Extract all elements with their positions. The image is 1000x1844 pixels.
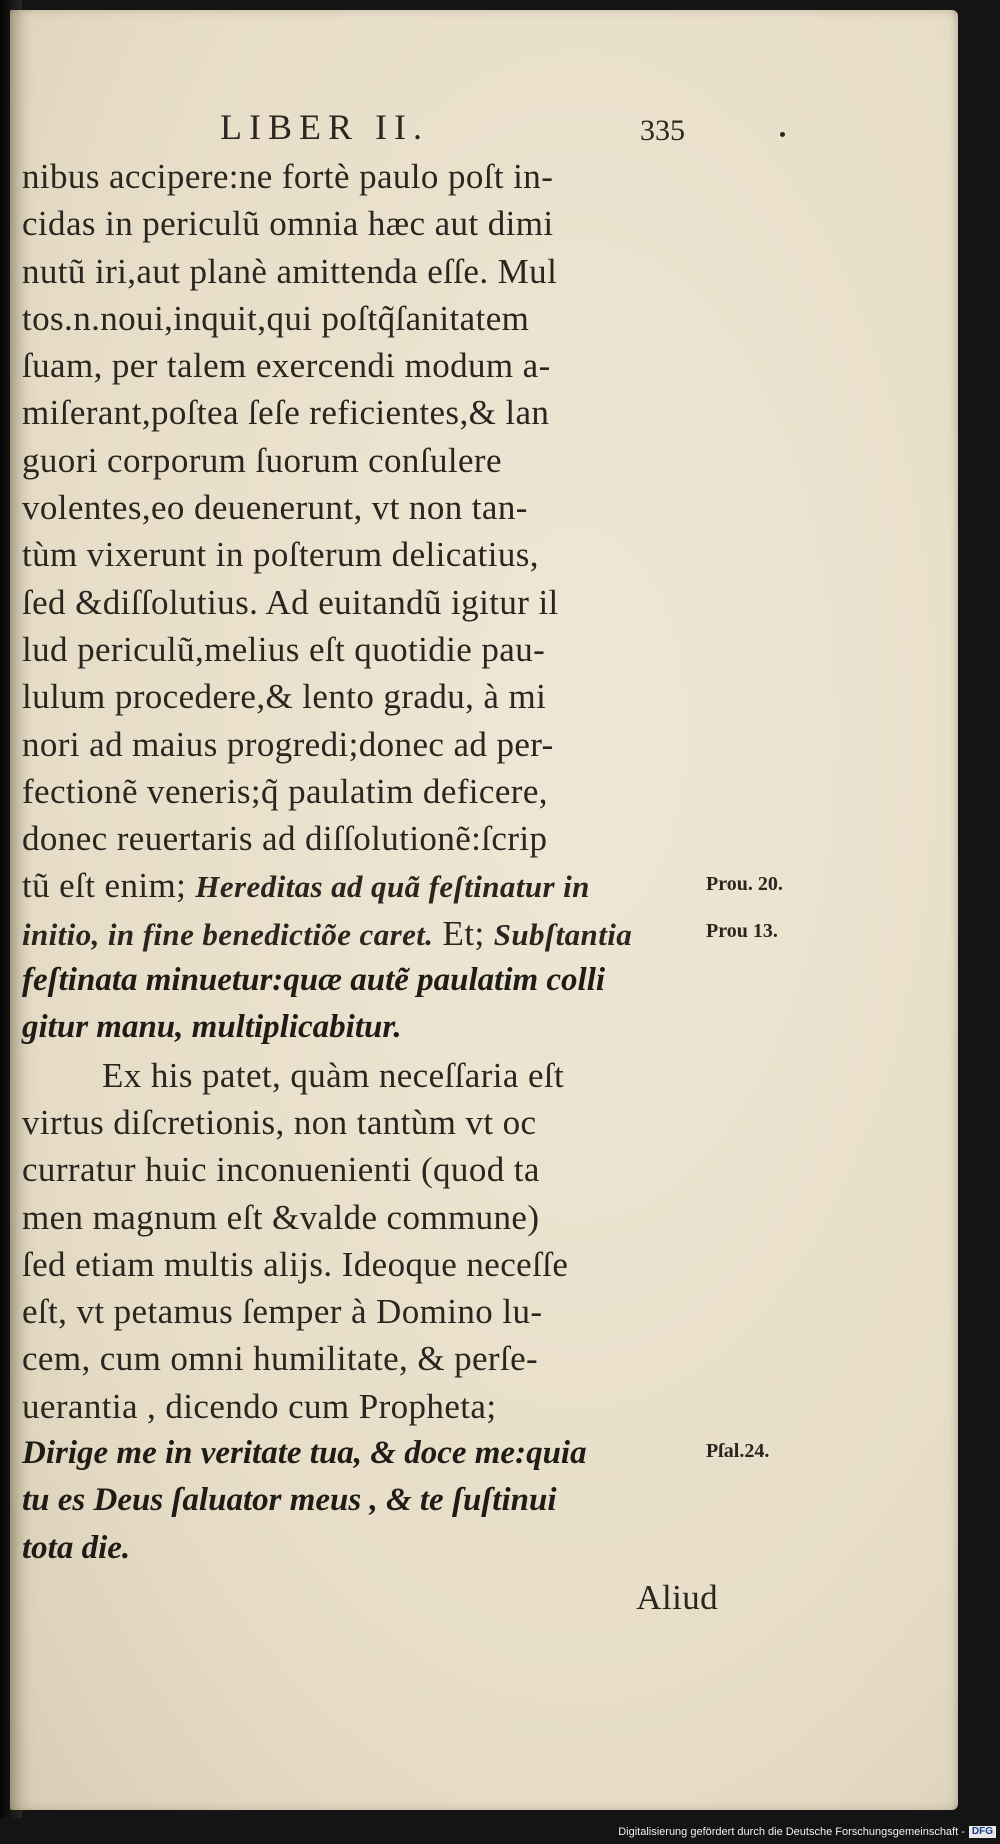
text-line: lud periculũ,melius eſt quotidie pau- [22,629,546,669]
text-line: miſerant,poſtea ſeſe reficientes,& lan [22,393,550,433]
text-line [22,862,722,909]
text-line: cem, cum omni humilitate, & perſe- [22,1339,539,1379]
margin-note: Pſal.24. [706,1440,770,1463]
text-line: eſt, vt petamus ſemper à Domino lu- [22,1292,543,1332]
text-line: men magnum eſt &valde commune) [22,1197,540,1237]
text-line: virtus diſcretionis, non tantùm vt oc [22,1102,537,1142]
text-line: lulum procedere,& lento gradu, à mi [22,677,547,717]
credit-text: Digitalisierung gefördert durch die Deutsche Forschungsgemeinschaft - [618,1826,965,1838]
text-line: feſtinata minuetur:quæ autẽ paulatim colli [22,962,606,999]
italic-segment: initio, in fine benedictiõe caret. [22,916,434,952]
text-line: tu es Deus ſaluator meus , & te ſuſtinui [22,1482,557,1519]
text-line: uerantia , dicendo cum Propheta; [22,1386,497,1426]
text-line: tùm vixerunt in poſterum delicatius, [22,535,539,575]
text-line: Ex his patet, quàm neceſſaria eſt [102,1055,565,1095]
page-header [10,106,958,152]
text-line: guori corporum ſuorum conſulere [22,440,502,480]
digitization-credit [618,1826,996,1838]
margin-note: Prou 13. [706,919,778,942]
main-text-block [22,153,722,1621]
text-line: Dirige me in veritate tua, & doce me:quia [22,1435,587,1472]
text-line: donec reuertaris ad diſſolutionẽ:ſcrip [22,819,548,859]
text-line: ſed etiam multis alijs. Ideoque neceſſe [22,1244,569,1284]
text-line [22,910,722,957]
text-line: cidas in periculũ omnia hæc aut dimi [22,204,554,244]
book-page [10,10,958,1810]
ink-speck [780,132,785,137]
roman-segment: tũ eſt enim; [22,866,196,906]
dfg-logo: DFG [969,1826,996,1838]
text-line: tos.n.noui,inquit,qui poſtq̃ſanitatem [22,298,530,338]
text-line: ſed &diſſolutius. Ad euitandũ igitur il [22,582,559,622]
text-line: nori ad maius progredi;donec ad per- [22,724,554,764]
italic-segment: Hereditas ad quã feſtinatur in [195,869,590,905]
text-line: ſuam, per talem exercendi modum a- [22,346,551,386]
running-head: LIBER II. [220,107,429,147]
text-line: curratur huic inconuenienti (quod ta [22,1150,540,1190]
margin-note: Prou. 20. [706,872,783,895]
text-line: volentes,eo deuenerunt, vt non tan- [22,488,528,528]
text-line: nibus accipere:ne fortè paulo poſt in- [22,157,554,196]
roman-segment: Et; [433,913,494,953]
catchword: Aliud [636,1577,718,1617]
text-line: tota die. [22,1529,131,1566]
text-line: fectionẽ veneris;q̃ paulatim deficere, [22,771,548,811]
text-line: nutũ iri,aut planè amittenda eſſe. Mul [22,251,558,291]
page-number: 335 [640,114,685,147]
text-line: gitur manu, multiplicabitur. [22,1009,402,1046]
italic-segment: Subſtantia [493,916,633,952]
